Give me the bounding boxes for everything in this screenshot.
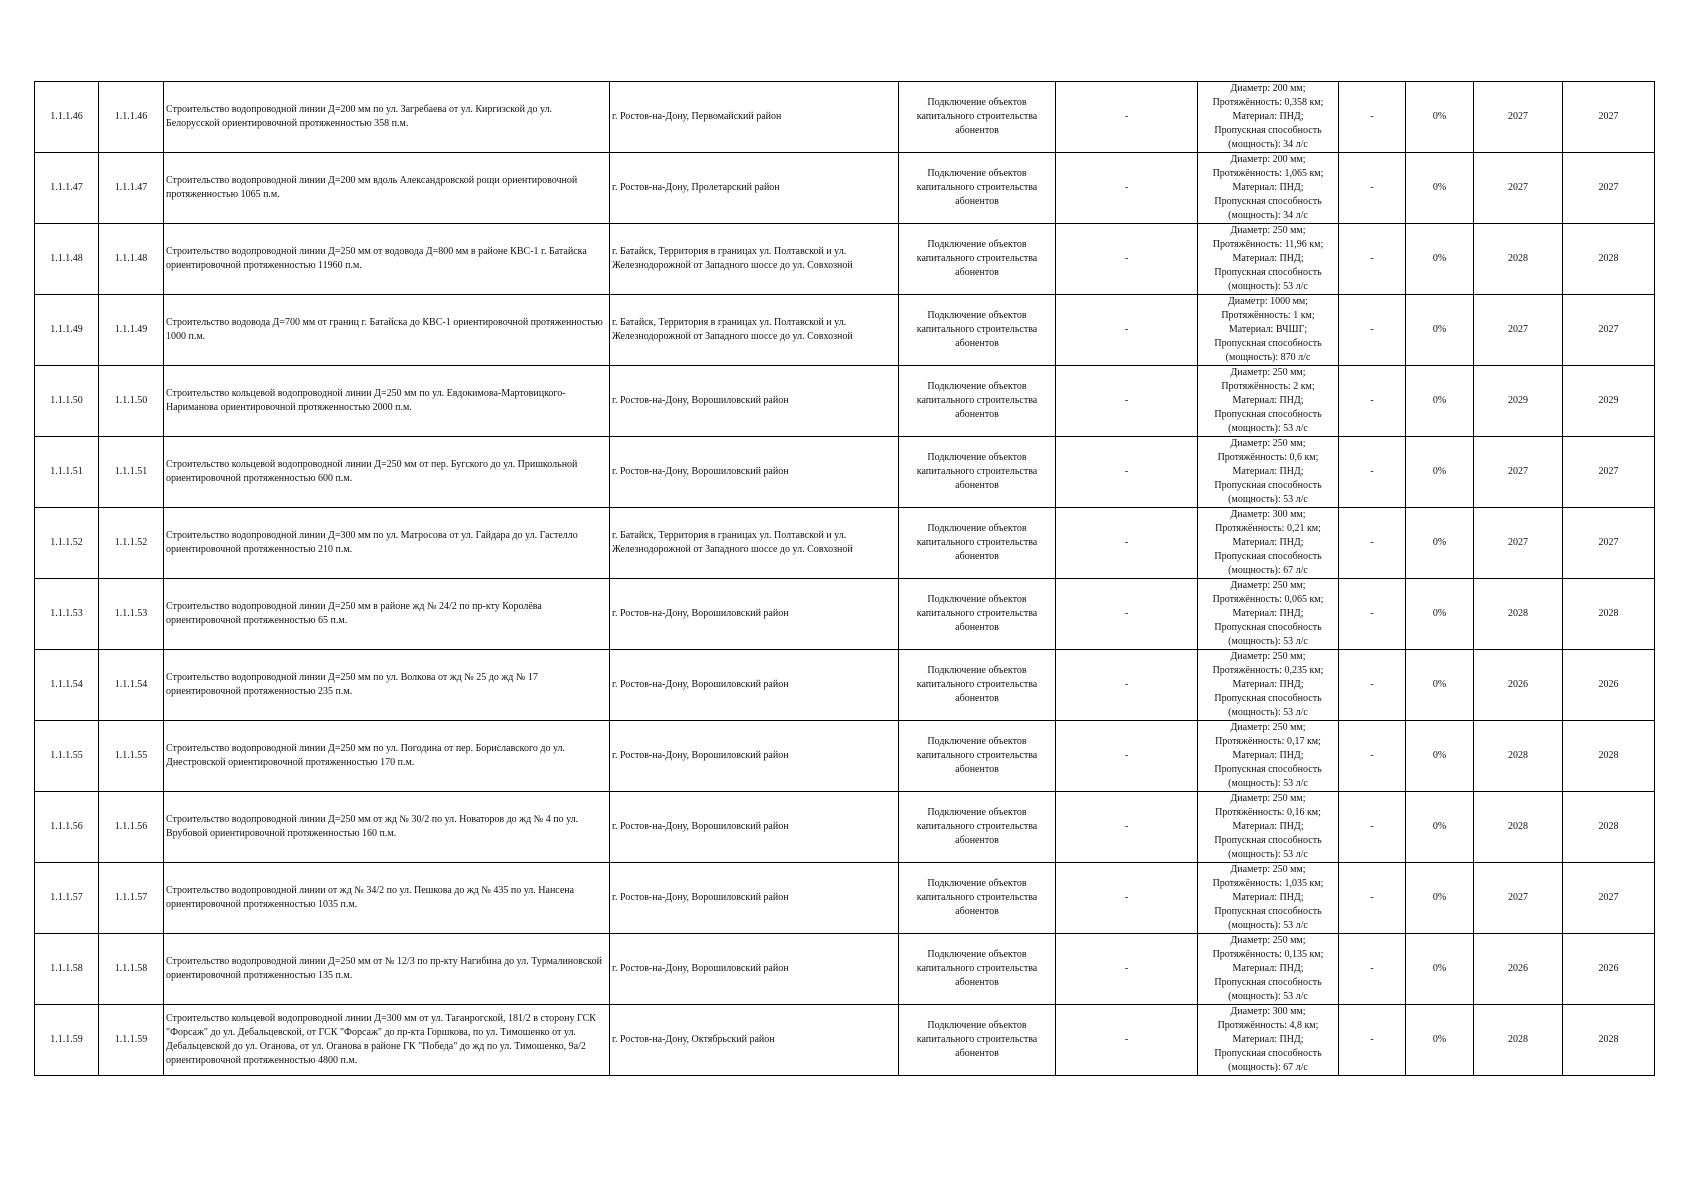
technical-parameters [1198, 579, 1339, 650]
parameter-line: Материал: ПНД; [1232, 821, 1304, 832]
dash-cell: - [1339, 295, 1406, 366]
object-location: г. Ростов-на-Дону, Ворошиловский район [610, 366, 899, 437]
end-year: 2028 [1563, 721, 1655, 792]
completion-percent: 0% [1406, 295, 1474, 366]
parameter-line: Протяжённость: 0,16 км; [1215, 807, 1321, 818]
parameter-line: Пропускная способность [1214, 480, 1322, 491]
dash-cell: - [1339, 934, 1406, 1005]
end-year: 2027 [1563, 153, 1655, 224]
object-purpose: Подключение объектов капитального строительства абонентов [899, 366, 1056, 437]
parameter-line: Материал: ПНД; [1232, 963, 1304, 974]
parameter-line: Диаметр: 250 мм; [1230, 864, 1306, 875]
object-location: г. Батайск, Территория в границах ул. Полтавской и ул. Железнодорожной от Западного шоссе до ул. Совхозной [610, 295, 899, 366]
parameter-line: Протяжённость: 0,21 км; [1215, 523, 1321, 534]
row-code: 1.1.1.52 [99, 508, 164, 579]
dash-cell: - [1056, 508, 1198, 579]
parameter-line: Диаметр: 250 мм; [1230, 580, 1306, 591]
completion-percent: 0% [1406, 792, 1474, 863]
row-code: 1.1.1.56 [99, 792, 164, 863]
object-location: г. Ростов-на-Дону, Ворошиловский район [610, 579, 899, 650]
dash-cell: - [1339, 366, 1406, 437]
object-name: Строительство водопроводной линии Д=200 мм вдоль Александровской рощи ориентировочной протяженностью 1065 п.м. [164, 153, 610, 224]
parameter-line: Протяжённость: 0,17 км; [1215, 736, 1321, 747]
table-row [35, 153, 1655, 224]
parameter-line: Материал: ПНД; [1232, 111, 1304, 122]
start-year: 2026 [1474, 934, 1563, 1005]
parameter-line: (мощность): 53 л/с [1228, 778, 1308, 789]
object-purpose: Подключение объектов капитального строительства абонентов [899, 934, 1056, 1005]
object-name: Строительство водопроводной линии Д=250 мм от № 12/3 по пр-кту Нагибина до ул. Турмалиновской ориентировочной протяженностью 135 п.м. [164, 934, 610, 1005]
object-name: Строительство водовода Д=700 мм от границ г. Батайска до КВС-1 ориентировочной протяженностью 1000 п.м. [164, 295, 610, 366]
technical-parameters [1198, 508, 1339, 579]
end-year: 2028 [1563, 224, 1655, 295]
object-name: Строительство водопроводной линии от жд № 34/2 по ул. Пешкова до жд № 435 по ул. Нансена ориентировочной протяженностью 1035 п.м. [164, 863, 610, 934]
object-name: Строительство кольцевой водопроводной линии Д=250 мм по ул. Евдокимова-Мартовицкого-Нариманова ориентировочной протяженностью 2000 п.м. [164, 366, 610, 437]
start-year: 2027 [1474, 153, 1563, 224]
end-year: 2026 [1563, 934, 1655, 1005]
row-number: 1.1.1.52 [35, 508, 99, 579]
parameter-line: Протяжённость: 0,065 км; [1212, 594, 1324, 605]
object-name: Строительство водопроводной линии Д=250 мм в районе жд № 24/2 по пр-кту Королёва ориентировочной протяженностью 65 п.м. [164, 579, 610, 650]
row-number: 1.1.1.57 [35, 863, 99, 934]
end-year: 2028 [1563, 792, 1655, 863]
parameter-line: Пропускная способность [1214, 1048, 1322, 1059]
object-name: Строительство кольцевой водопроводной линии Д=250 мм от пер. Бугского до ул. Пришкольной ориентировочной протяженностью 600 п.м. [164, 437, 610, 508]
completion-percent: 0% [1406, 224, 1474, 295]
dash-cell: - [1056, 934, 1198, 1005]
completion-percent: 0% [1406, 934, 1474, 1005]
row-number: 1.1.1.54 [35, 650, 99, 721]
parameter-line: Материал: ПНД; [1232, 750, 1304, 761]
parameter-line: (мощность): 53 л/с [1228, 281, 1308, 292]
parameter-line: Протяжённость: 0,135 км; [1212, 949, 1324, 960]
parameter-line: Диаметр: 200 мм; [1230, 154, 1306, 165]
completion-percent: 0% [1406, 650, 1474, 721]
parameter-line: Материал: ПНД; [1232, 395, 1304, 406]
start-year: 2027 [1474, 295, 1563, 366]
technical-parameters [1198, 82, 1339, 153]
parameter-line: Диаметр: 1000 мм; [1227, 296, 1309, 307]
dash-cell: - [1339, 437, 1406, 508]
object-purpose: Подключение объектов капитального строительства абонентов [899, 508, 1056, 579]
row-code: 1.1.1.46 [99, 82, 164, 153]
parameter-line: Материал: ПНД; [1232, 679, 1304, 690]
object-location: г. Ростов-на-Дону, Ворошиловский район [610, 934, 899, 1005]
parameter-line: Пропускная способность [1214, 906, 1322, 917]
row-code: 1.1.1.54 [99, 650, 164, 721]
parameter-line: Протяжённость: 1,035 км; [1212, 878, 1324, 889]
dash-cell: - [1056, 863, 1198, 934]
technical-parameters [1198, 863, 1339, 934]
parameter-line: Пропускная способность [1214, 977, 1322, 988]
end-year: 2027 [1563, 863, 1655, 934]
object-location: г. Ростов-на-Дону, Первомайский район [610, 82, 899, 153]
table-row [35, 792, 1655, 863]
dash-cell: - [1056, 721, 1198, 792]
parameter-line: Диаметр: 250 мм; [1230, 722, 1306, 733]
completion-percent: 0% [1406, 863, 1474, 934]
investment-program-table [34, 81, 1655, 1076]
parameter-line: Пропускная способность [1214, 267, 1322, 278]
dash-cell: - [1339, 721, 1406, 792]
parameter-line: (мощность): 67 л/с [1228, 565, 1308, 576]
table-row [35, 934, 1655, 1005]
table-row [35, 721, 1655, 792]
end-year: 2027 [1563, 295, 1655, 366]
object-name: Строительство водопроводной линии Д=250 мм по ул. Погодина от пер. Бориславского до ул. Днестровской ориентировочной протяженностью 170 п.м. [164, 721, 610, 792]
start-year: 2028 [1474, 224, 1563, 295]
parameter-line: Пропускная способность [1214, 409, 1322, 420]
completion-percent: 0% [1406, 82, 1474, 153]
parameter-line: Протяжённость: 4,8 км; [1217, 1020, 1319, 1031]
dash-cell: - [1056, 295, 1198, 366]
parameter-line: Материал: ПНД; [1232, 537, 1304, 548]
parameter-line: Протяжённость: 11,96 км; [1212, 239, 1324, 250]
parameter-line: (мощность): 870 л/с [1225, 352, 1311, 363]
row-code: 1.1.1.53 [99, 579, 164, 650]
technical-parameters [1198, 934, 1339, 1005]
technical-parameters [1198, 366, 1339, 437]
parameter-line: Протяжённость: 2 км; [1221, 381, 1315, 392]
object-name: Строительство водопроводной линии Д=250 мм от жд № 30/2 по ул. Новаторов до жд № 4 по ул. Врубовой ориентировочной протяженностью 160 п.м. [164, 792, 610, 863]
object-location: г. Ростов-на-Дону, Ворошиловский район [610, 792, 899, 863]
parameter-line: Пропускная способность [1214, 693, 1322, 704]
parameter-line: Материал: ПНД; [1232, 608, 1304, 619]
row-number: 1.1.1.51 [35, 437, 99, 508]
parameter-line: Протяжённость: 0,358 км; [1212, 97, 1324, 108]
parameter-line: (мощность): 34 л/с [1228, 210, 1308, 221]
dash-cell: - [1339, 224, 1406, 295]
row-code: 1.1.1.50 [99, 366, 164, 437]
technical-parameters [1198, 224, 1339, 295]
table-row [35, 863, 1655, 934]
table-row [35, 437, 1655, 508]
object-name: Строительство водопроводной линии Д=200 мм по ул. Загребаева от ул. Киргизской до ул. Белорусской ориентировочной протяженностью 358 п.м. [164, 82, 610, 153]
row-code: 1.1.1.49 [99, 295, 164, 366]
object-purpose: Подключение объектов капитального строительства абонентов [899, 1005, 1056, 1076]
parameter-line: Протяжённость: 0,6 км; [1217, 452, 1319, 463]
dash-cell: - [1339, 650, 1406, 721]
dash-cell: - [1056, 792, 1198, 863]
parameter-line: Пропускная способность [1214, 125, 1322, 136]
row-code: 1.1.1.51 [99, 437, 164, 508]
row-number: 1.1.1.59 [35, 1005, 99, 1076]
table-body [35, 82, 1655, 1076]
technical-parameters [1198, 792, 1339, 863]
dash-cell: - [1339, 153, 1406, 224]
end-year: 2028 [1563, 579, 1655, 650]
row-number: 1.1.1.50 [35, 366, 99, 437]
row-code: 1.1.1.58 [99, 934, 164, 1005]
row-code: 1.1.1.57 [99, 863, 164, 934]
table-row [35, 224, 1655, 295]
parameter-line: Материал: ПНД; [1232, 253, 1304, 264]
start-year: 2029 [1474, 366, 1563, 437]
object-name: Строительство кольцевой водопроводной линии Д=300 мм от ул. Таганрогской, 181/2 в сторону ГСК "Форсаж" до ул. Дебальцевской, от ГСК "Форсаж" до пр-кта Горшкова, по ул. Тимошенко от ул. Дебальцевской до ул. Оганова, от ул. Оганова в районе ГК "Победа" до жд по ул. Тимошенко, 9а/2 ориентировочной протяженностью 4800 п.м. [164, 1005, 610, 1076]
object-location: г. Ростов-на-Дону, Пролетарский район [610, 153, 899, 224]
start-year: 2027 [1474, 508, 1563, 579]
parameter-line: (мощность): 53 л/с [1228, 849, 1308, 860]
dash-cell: - [1339, 579, 1406, 650]
start-year: 2027 [1474, 863, 1563, 934]
row-number: 1.1.1.53 [35, 579, 99, 650]
technical-parameters [1198, 437, 1339, 508]
dash-cell: - [1056, 82, 1198, 153]
technical-parameters [1198, 1005, 1339, 1076]
start-year: 2028 [1474, 579, 1563, 650]
completion-percent: 0% [1406, 721, 1474, 792]
parameter-line: Пропускная способность [1214, 764, 1322, 775]
dash-cell: - [1056, 366, 1198, 437]
parameter-line: (мощность): 67 л/с [1228, 1062, 1308, 1073]
row-number: 1.1.1.47 [35, 153, 99, 224]
row-code: 1.1.1.55 [99, 721, 164, 792]
object-purpose: Подключение объектов капитального строительства абонентов [899, 295, 1056, 366]
start-year: 2026 [1474, 650, 1563, 721]
technical-parameters [1198, 721, 1339, 792]
object-purpose: Подключение объектов капитального строительства абонентов [899, 579, 1056, 650]
parameter-line: Материал: ПНД; [1232, 1034, 1304, 1045]
end-year: 2027 [1563, 508, 1655, 579]
row-number: 1.1.1.46 [35, 82, 99, 153]
dash-cell: - [1056, 224, 1198, 295]
row-code: 1.1.1.59 [99, 1005, 164, 1076]
object-purpose: Подключение объектов капитального строительства абонентов [899, 721, 1056, 792]
row-number: 1.1.1.58 [35, 934, 99, 1005]
object-name: Строительство водопроводной линии Д=300 мм по ул. Матросова от ул. Гайдара до ул. Гастелло ориентировочной протяженностью 210 п.м. [164, 508, 610, 579]
row-number: 1.1.1.55 [35, 721, 99, 792]
parameter-line: (мощность): 53 л/с [1228, 494, 1308, 505]
row-number: 1.1.1.56 [35, 792, 99, 863]
completion-percent: 0% [1406, 508, 1474, 579]
parameter-line: Материал: ПНД; [1232, 892, 1304, 903]
object-location: г. Ростов-на-Дону, Октябрьский район [610, 1005, 899, 1076]
row-number: 1.1.1.49 [35, 295, 99, 366]
object-purpose: Подключение объектов капитального строительства абонентов [899, 153, 1056, 224]
parameter-line: Протяжённость: 0,235 км; [1212, 665, 1324, 676]
row-code: 1.1.1.48 [99, 224, 164, 295]
end-year: 2029 [1563, 366, 1655, 437]
parameter-line: (мощность): 34 л/с [1228, 139, 1308, 150]
table-row [35, 650, 1655, 721]
parameter-line: Пропускная способность [1214, 196, 1322, 207]
object-location: г. Ростов-на-Дону, Ворошиловский район [610, 437, 899, 508]
parameter-line: Диаметр: 250 мм; [1230, 651, 1306, 662]
parameter-line: Материал: ПНД; [1232, 466, 1304, 477]
dash-cell: - [1056, 437, 1198, 508]
technical-parameters [1198, 650, 1339, 721]
dash-cell: - [1056, 1005, 1198, 1076]
table-row [35, 82, 1655, 153]
parameter-line: (мощность): 53 л/с [1228, 423, 1308, 434]
table-row [35, 508, 1655, 579]
object-purpose: Подключение объектов капитального строительства абонентов [899, 82, 1056, 153]
start-year: 2028 [1474, 1005, 1563, 1076]
end-year: 2028 [1563, 1005, 1655, 1076]
object-name: Строительство водопроводной линии Д=250 мм от водовода Д=800 мм в районе КВС-1 г. Батайска ориентировочной протяженностью 11960 п.м. [164, 224, 610, 295]
dash-cell: - [1056, 153, 1198, 224]
completion-percent: 0% [1406, 437, 1474, 508]
table-row [35, 295, 1655, 366]
parameter-line: Пропускная способность [1214, 338, 1322, 349]
parameter-line: Диаметр: 200 мм; [1230, 83, 1306, 94]
parameter-line: Пропускная способность [1214, 835, 1322, 846]
start-year: 2027 [1474, 82, 1563, 153]
parameter-line: (мощность): 53 л/с [1228, 707, 1308, 718]
parameter-line: Протяжённость: 1,065 км; [1212, 168, 1324, 179]
parameter-line: Пропускная способность [1214, 622, 1322, 633]
completion-percent: 0% [1406, 366, 1474, 437]
parameter-line: Диаметр: 300 мм; [1230, 1006, 1306, 1017]
completion-percent: 0% [1406, 153, 1474, 224]
object-purpose: Подключение объектов капитального строительства абонентов [899, 224, 1056, 295]
parameter-line: (мощность): 53 л/с [1228, 636, 1308, 647]
technical-parameters [1198, 295, 1339, 366]
parameter-line: Диаметр: 250 мм; [1230, 367, 1306, 378]
row-code: 1.1.1.47 [99, 153, 164, 224]
start-year: 2027 [1474, 437, 1563, 508]
parameter-line: Диаметр: 250 мм; [1230, 225, 1306, 236]
dash-cell: - [1056, 650, 1198, 721]
dash-cell: - [1339, 508, 1406, 579]
start-year: 2028 [1474, 792, 1563, 863]
table-row [35, 579, 1655, 650]
object-location: г. Ростов-на-Дону, Ворошиловский район [610, 650, 899, 721]
object-purpose: Подключение объектов капитального строительства абонентов [899, 650, 1056, 721]
parameter-line: Протяжённость: 1 км; [1221, 310, 1315, 321]
parameter-line: Материал: ПНД; [1232, 182, 1304, 193]
end-year: 2027 [1563, 82, 1655, 153]
completion-percent: 0% [1406, 579, 1474, 650]
dash-cell: - [1339, 792, 1406, 863]
object-location: г. Ростов-на-Дону, Ворошиловский район [610, 863, 899, 934]
start-year: 2028 [1474, 721, 1563, 792]
dash-cell: - [1339, 863, 1406, 934]
dash-cell: - [1056, 579, 1198, 650]
table-row [35, 366, 1655, 437]
parameter-line: (мощность): 53 л/с [1228, 991, 1308, 1002]
parameter-line: Диаметр: 250 мм; [1230, 438, 1306, 449]
parameter-line: (мощность): 53 л/с [1228, 920, 1308, 931]
object-name: Строительство водопроводной линии Д=250 мм по ул. Волкова от жд № 25 до жд № 17 ориентировочной протяженностью 235 п.м. [164, 650, 610, 721]
end-year: 2027 [1563, 437, 1655, 508]
object-purpose: Подключение объектов капитального строительства абонентов [899, 792, 1056, 863]
parameter-line: Диаметр: 250 мм; [1230, 935, 1306, 946]
end-year: 2026 [1563, 650, 1655, 721]
object-purpose: Подключение объектов капитального строительства абонентов [899, 863, 1056, 934]
object-purpose: Подключение объектов капитального строительства абонентов [899, 437, 1056, 508]
technical-parameters [1198, 153, 1339, 224]
completion-percent: 0% [1406, 1005, 1474, 1076]
row-number: 1.1.1.48 [35, 224, 99, 295]
parameter-line: Пропускная способность [1214, 551, 1322, 562]
parameter-line: Диаметр: 300 мм; [1230, 509, 1306, 520]
object-location: г. Батайск, Территория в границах ул. Полтавской и ул. Железнодорожной от Западного шоссе до ул. Совхозной [610, 224, 899, 295]
object-location: г. Батайск, Территория в границах ул. Полтавской и ул. Железнодорожной от Западного шоссе до ул. Совхозной [610, 508, 899, 579]
object-location: г. Ростов-на-Дону, Ворошиловский район [610, 721, 899, 792]
parameter-line: Диаметр: 250 мм; [1230, 793, 1306, 804]
dash-cell: - [1339, 1005, 1406, 1076]
parameter-line: Материал: ВЧШГ; [1228, 324, 1308, 335]
dash-cell: - [1339, 82, 1406, 153]
table-row [35, 1005, 1655, 1076]
